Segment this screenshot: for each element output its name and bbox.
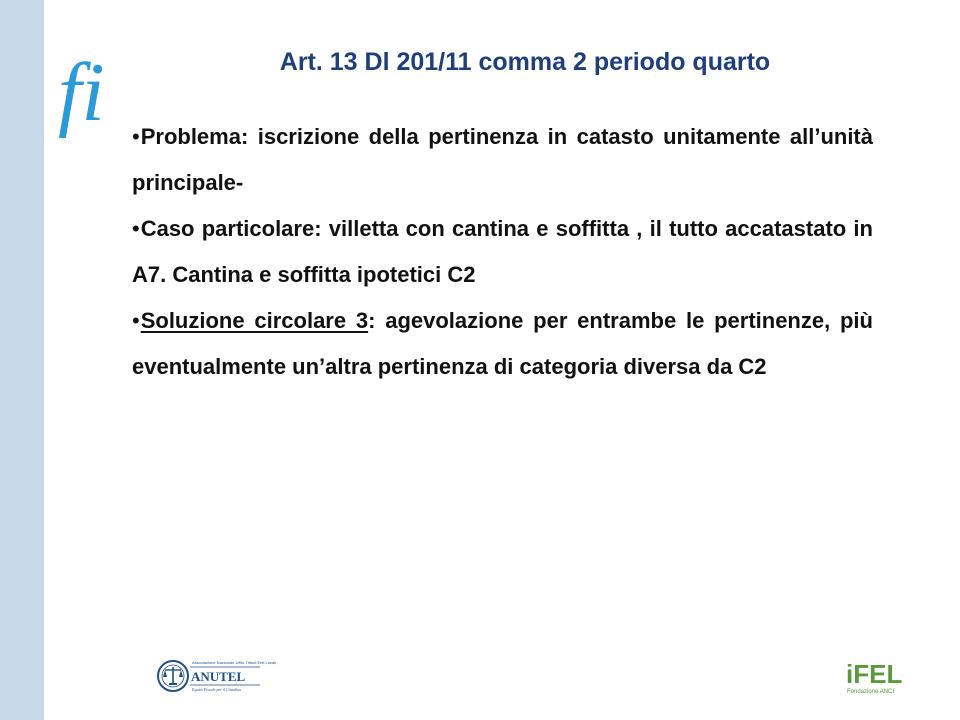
anutel-logo xyxy=(156,657,276,695)
bullet-text: : agevolazione per entrambe le pertinenze, più eventualmente un’altra pertinenza di categoria diversa da C2 xyxy=(132,308,873,379)
bullet-list xyxy=(132,114,873,390)
anutel-tagline-bottom: Equità Fiscale per il Cittadino xyxy=(192,687,242,692)
fi-logo xyxy=(56,42,130,139)
bullet-caso-particolare xyxy=(132,206,873,298)
bullet-underlined-text: Soluzione circolare 3 xyxy=(140,308,369,333)
bullet-marker: • xyxy=(132,216,140,241)
side-band xyxy=(0,0,44,720)
anutel-name: ANUTEL xyxy=(191,669,246,684)
slide-title: Art. 13 Dl 201/11 comma 2 periodo quarto xyxy=(279,48,771,76)
bullet-text: Caso particolare: villetta con cantina e soffitta , il tutto accatastato in A7. Cantina e soffitta ipotetici C2 xyxy=(132,216,873,287)
ifel-name: iFEL xyxy=(846,659,903,689)
ifel-sub: Fondazione ANCI xyxy=(847,689,895,695)
ifel-logo xyxy=(846,656,904,696)
anutel-tagline-top: Associazione Nazionale Uffici Tributi Enti Locali xyxy=(192,660,276,665)
bullet-marker: • xyxy=(132,124,140,149)
bullet-marker: • xyxy=(132,308,140,333)
bullet-problema xyxy=(132,114,873,206)
fi-logo-text: fi xyxy=(58,46,105,139)
bullet-soluzione xyxy=(132,298,873,390)
bullet-text: Problema: iscrizione della pertinenza in catasto unitamente all’unità principale- xyxy=(132,124,873,195)
